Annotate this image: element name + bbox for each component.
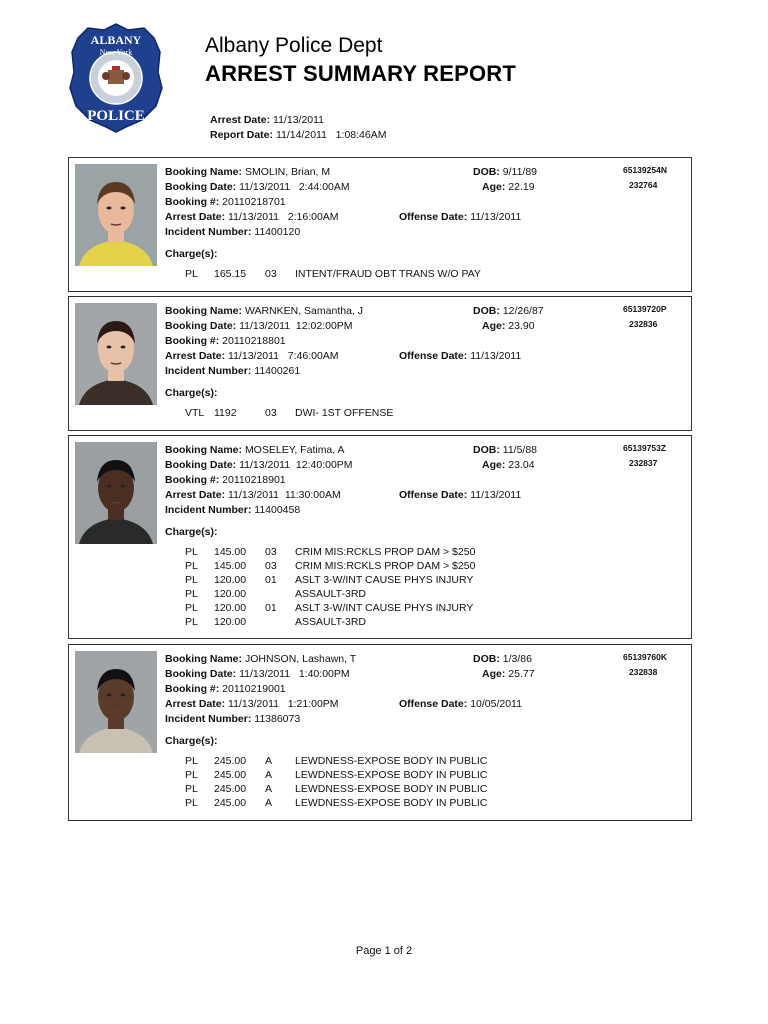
record-id: 65139753Z — [623, 443, 667, 453]
charge-section: 245.00 — [214, 755, 247, 767]
charge-description: LEWDNESS-EXPOSE BODY IN PUBLIC — [295, 755, 488, 767]
report-date: Report Date: 11/14/2011 1:08:46AM — [210, 129, 387, 141]
charge-law: PL — [185, 560, 198, 572]
charge-class: 01 — [265, 574, 277, 586]
charge-description: ASLT 3-W/INT CAUSE PHYS INJURY — [295, 602, 474, 614]
booking-date: Booking Date: 11/13/2011 12:40:00PM — [165, 459, 353, 471]
booking-number: Booking #: 20110218801 — [165, 335, 286, 347]
charge-law: PL — [185, 602, 198, 614]
age: Age: 22.19 — [482, 181, 535, 193]
charge-description: LEWDNESS-EXPOSE BODY IN PUBLIC — [295, 769, 488, 781]
charge-section: 245.00 — [214, 769, 247, 781]
charge-law: PL — [185, 268, 198, 280]
charge-law: VTL — [185, 407, 205, 419]
charge-class: 03 — [265, 546, 277, 558]
charges-label: Charge(s): — [165, 735, 218, 747]
age: Age: 23.90 — [482, 320, 535, 332]
charge-section: 245.00 — [214, 783, 247, 795]
charge-section: 120.00 — [214, 574, 247, 586]
charge-law: PL — [185, 546, 198, 558]
incident-number: Incident Number: 11400458 — [165, 504, 301, 516]
charges-label: Charge(s): — [165, 248, 218, 260]
charge-section: 1192 — [214, 407, 237, 419]
booking-date: Booking Date: 11/13/2011 2:44:00AM — [165, 181, 350, 193]
charge-description: LEWDNESS-EXPOSE BODY IN PUBLIC — [295, 797, 488, 809]
offense-date: Offense Date: 11/13/2011 — [399, 211, 522, 223]
booking-name: Booking Name: MOSELEY, Fatima, A — [165, 444, 345, 456]
booking-number: Booking #: 20110218901 — [165, 474, 286, 486]
booking-name: Booking Name: WARNKEN, Samantha, J — [165, 305, 364, 317]
charge-law: PL — [185, 769, 198, 781]
charge-law: PL — [185, 574, 198, 586]
arrest-record — [68, 296, 692, 431]
arrest-record — [68, 644, 692, 821]
charge-law: PL — [185, 588, 198, 600]
age: Age: 23.04 — [482, 459, 535, 471]
record-id: 65139720P — [623, 304, 667, 314]
dob: DOB: 1/3/86 — [473, 653, 532, 665]
arrest-date: Arrest Date: 11/13/2011 11:30:00AM — [165, 489, 341, 501]
mugshot-photo — [75, 164, 157, 266]
charge-class: A — [265, 783, 273, 795]
age: Age: 25.77 — [482, 668, 535, 680]
charge-class: A — [265, 769, 273, 781]
charge-description: LEWDNESS-EXPOSE BODY IN PUBLIC — [295, 783, 488, 795]
record-sub-id: 232836 — [629, 319, 658, 329]
charge-description: DWI- 1ST OFFENSE — [295, 407, 394, 419]
booking-date: Booking Date: 11/13/2011 1:40:00PM — [165, 668, 350, 680]
charge-class: 03 — [265, 560, 277, 572]
record-sub-id: 232764 — [629, 180, 658, 190]
arrest-date: Arrest Date: 11/13/2011 1:21:00PM — [165, 698, 339, 710]
department-name: Albany Police Dept — [205, 34, 383, 57]
charge-law: PL — [185, 783, 198, 795]
incident-number: Incident Number: 11400261 — [165, 365, 301, 377]
charge-section: 145.00 — [214, 546, 247, 558]
charge-description: INTENT/FRAUD OBT TRANS W/O PAY — [295, 268, 481, 280]
record-id: 65139254N — [623, 165, 667, 175]
svg-text:New York: New York — [99, 48, 133, 57]
mugshot-photo — [75, 442, 157, 544]
charge-section: 120.00 — [214, 616, 247, 628]
charge-description: CRIM MIS:RCKLS PROP DAM > $250 — [295, 560, 476, 572]
offense-date: Offense Date: 10/05/2011 — [399, 698, 522, 710]
dob: DOB: 9/11/89 — [473, 166, 538, 178]
incident-number: Incident Number: 11386073 — [165, 713, 301, 725]
charge-section: 165.15 — [214, 268, 247, 280]
charge-law: PL — [185, 755, 198, 767]
charges-label: Charge(s): — [165, 526, 218, 538]
charge-section: 120.00 — [214, 602, 247, 614]
charge-description: ASSAULT-3RD — [295, 616, 366, 628]
charges-label: Charge(s): — [165, 387, 218, 399]
charge-class: A — [265, 755, 273, 767]
charge-section: 120.00 — [214, 588, 247, 600]
charge-class: 01 — [265, 602, 277, 614]
police-badge-logo — [68, 22, 164, 134]
svg-text:POLICE: POLICE — [87, 108, 145, 124]
record-sub-id: 232838 — [629, 667, 658, 677]
mugshot-photo — [75, 651, 157, 753]
booking-date: Booking Date: 11/13/2011 12:02:00PM — [165, 320, 353, 332]
charge-description: ASLT 3-W/INT CAUSE PHYS INJURY — [295, 574, 474, 586]
svg-text:ALBANY: ALBANY — [90, 33, 142, 47]
charge-section: 145.00 — [214, 560, 247, 572]
report-title: ARREST SUMMARY REPORT — [205, 61, 516, 86]
booking-name: Booking Name: JOHNSON, Lashawn, T — [165, 653, 357, 665]
incident-number: Incident Number: 11400120 — [165, 226, 301, 238]
mugshot-photo — [75, 303, 157, 405]
booking-number: Booking #: 20110219001 — [165, 683, 286, 695]
arrest-record — [68, 157, 692, 292]
booking-number: Booking #: 20110218701 — [165, 196, 286, 208]
arrest-record — [68, 435, 692, 639]
record-id: 65139760K — [623, 652, 667, 662]
charge-law: PL — [185, 797, 198, 809]
record-sub-id: 232837 — [629, 458, 658, 468]
charge-description: CRIM MIS:RCKLS PROP DAM > $250 — [295, 546, 476, 558]
charge-law: PL — [185, 616, 198, 628]
charge-description: ASSAULT-3RD — [295, 588, 366, 600]
offense-date: Offense Date: 11/13/2011 — [399, 350, 522, 362]
dob: DOB: 12/26/87 — [473, 305, 544, 317]
charge-class: 03 — [265, 268, 277, 280]
dob: DOB: 11/5/88 — [473, 444, 538, 456]
page-number: Page 1 of 2 — [355, 945, 413, 957]
offense-date: Offense Date: 11/13/2011 — [399, 489, 522, 501]
booking-name: Booking Name: SMOLIN, Brian, M — [165, 166, 331, 178]
arrest-date: Arrest Date: 11/13/2011 7:46:00AM — [165, 350, 339, 362]
charge-class: 03 — [265, 407, 277, 419]
charge-section: 245.00 — [214, 797, 247, 809]
report-arrest-date: Arrest Date: 11/13/2011 — [210, 114, 325, 126]
arrest-date: Arrest Date: 11/13/2011 2:16:00AM — [165, 211, 339, 223]
charge-class: A — [265, 797, 273, 809]
